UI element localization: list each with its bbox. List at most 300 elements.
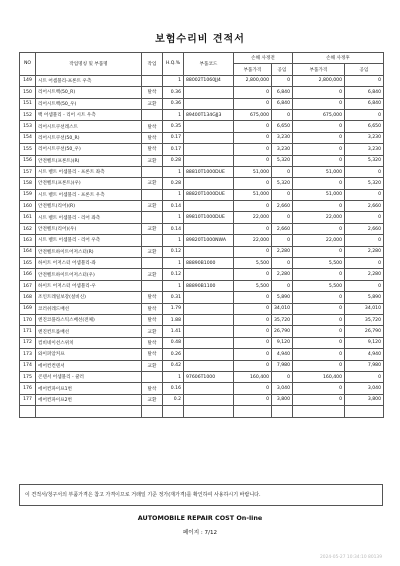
cell-work <box>142 258 163 269</box>
cell-price1: 2,800,000 <box>234 75 272 86</box>
table-row <box>20 371 384 382</box>
cell-code <box>184 201 234 212</box>
table-row <box>20 121 384 132</box>
cell-no: 160 <box>20 201 36 212</box>
cell-name: 백 어셈블리 - 리어 시트 우측 <box>36 109 142 120</box>
cell-code <box>184 98 234 109</box>
cell-hq: 1 <box>163 75 184 86</box>
cell-code: 97606T1000 <box>184 371 234 382</box>
cell-code: 88810T1000DUE <box>184 166 234 177</box>
cell-price2: 0 <box>293 314 345 325</box>
cell-name: 시트 어셈블리-프론트 우측 <box>36 75 142 86</box>
estimate-table <box>19 52 384 418</box>
page-number: 페이지 : 7/12 <box>182 530 218 536</box>
header-before-assessment: 손해 사정전 <box>234 53 293 64</box>
table-row <box>20 109 384 120</box>
cell-labor2: 2,660 <box>345 223 384 234</box>
cell-work <box>142 166 163 177</box>
cell-no: 173 <box>20 349 36 360</box>
header-part-price-before: 부품가격 <box>234 64 272 75</box>
cell-labor1: 0 <box>272 235 293 246</box>
cell-price2: 0 <box>293 155 345 166</box>
cell-no: 153 <box>20 121 36 132</box>
table-row <box>20 406 384 417</box>
cell-name: 리어시트쿠션레스트 <box>36 121 142 132</box>
cell-labor1: 0 <box>272 189 293 200</box>
header-part-price-after: 부품가격 <box>293 64 345 75</box>
cell-hq: 0.35 <box>163 121 184 132</box>
cell-no: 164 <box>20 246 36 257</box>
cell-hq: 0.28 <box>163 178 184 189</box>
cell-labor1: 26,790 <box>272 326 293 337</box>
cell-labor2: 3,040 <box>345 383 384 394</box>
cell-name: 시트 벨트 어셈블리 - 리어 우측 <box>36 235 142 246</box>
cell-work <box>142 212 163 223</box>
cell-work: 탈착 <box>142 337 163 348</box>
cell-labor2: 5,890 <box>345 292 384 303</box>
cell-hq: 0.16 <box>163 383 184 394</box>
table-row <box>20 258 384 269</box>
cell-code: 88002T1060JJ4 <box>184 75 234 86</box>
cell-no: 149 <box>20 75 36 86</box>
table-row <box>20 337 384 348</box>
table-row <box>20 280 384 291</box>
header-no: NO <box>20 53 36 76</box>
cell-price1: 51,000 <box>234 189 272 200</box>
table-row <box>20 87 384 98</box>
table-row <box>20 75 384 86</box>
cell-code: 89400T134GJJ3 <box>184 109 234 120</box>
cell-labor2: 3,800 <box>345 394 384 405</box>
cell-name: 안전벨트(리어)(R) <box>36 201 142 212</box>
cell-labor1: 9,120 <box>272 337 293 348</box>
cell-name: 시트 벨트 어셈블리 - 프론트 우측 <box>36 189 142 200</box>
cell-no: 172 <box>20 337 36 348</box>
cell-hq: 1 <box>163 258 184 269</box>
cell-labor2: 0 <box>345 371 384 382</box>
cell-work: 탈착 <box>142 87 163 98</box>
cell-work: 탈착 <box>142 132 163 143</box>
cell-price2: 0 <box>293 87 345 98</box>
cell-labor1: 3,230 <box>272 144 293 155</box>
cell-price1: 0 <box>234 360 272 371</box>
cell-no: 162 <box>20 223 36 234</box>
cell-price2: 0 <box>293 121 345 132</box>
cell-no: 176 <box>20 383 36 394</box>
cell-labor2 <box>345 406 384 417</box>
table-row <box>20 178 384 189</box>
cell-labor1: 6,650 <box>272 121 293 132</box>
cell-name: 에어컨파이프1번 <box>36 383 142 394</box>
cell-labor2: 6,840 <box>345 98 384 109</box>
cell-code <box>184 155 234 166</box>
cell-hq: 1.79 <box>163 303 184 314</box>
cell-price1: 0 <box>234 314 272 325</box>
cell-price2: 0 <box>293 337 345 348</box>
cell-no: 167 <box>20 280 36 291</box>
cell-no <box>20 406 36 417</box>
cell-labor2: 0 <box>345 258 384 269</box>
cell-labor1: 4,940 <box>272 349 293 360</box>
cell-labor1: 3,800 <box>272 394 293 405</box>
cell-price1: 0 <box>234 292 272 303</box>
cell-name: 엔진코플라스틱스배선(전체) <box>36 314 142 325</box>
cell-labor2: 0 <box>345 75 384 86</box>
cell-code <box>184 132 234 143</box>
table-row <box>20 269 384 280</box>
cell-hq: 0.36 <box>163 87 184 98</box>
cell-hq: 1.88 <box>163 314 184 325</box>
footer-brand: AUTOMOBILE REPAIR COST On-line <box>137 514 263 522</box>
cell-no: 156 <box>20 155 36 166</box>
cell-no: 163 <box>20 235 36 246</box>
cell-price2: 0 <box>293 394 345 405</box>
table-row <box>20 246 384 257</box>
cell-labor1 <box>272 406 293 417</box>
price-notice: 이 견적서/청구서의 부품가격은 참고 가격이므로 거래일 기준 정가(재가격)를 확인하여 사용하시기 바랍니다. <box>19 484 383 506</box>
cell-code <box>184 121 234 132</box>
cell-price1: 0 <box>234 337 272 348</box>
table-row <box>20 292 384 303</box>
cell-price1: 0 <box>234 98 272 109</box>
cell-price2: 0 <box>293 201 345 212</box>
cell-name: 시트 벨트 어셈블리 - 리어 좌측 <box>36 212 142 223</box>
cell-name: 에어컨컨덴서 <box>36 360 142 371</box>
cell-hq: 1 <box>163 189 184 200</box>
cell-name: 조인트레일보강(설비신) <box>36 292 142 303</box>
cell-name: 리어시트백(50_R) <box>36 87 142 98</box>
cell-work: 탈착 <box>142 303 163 314</box>
cell-name: 시트 벨트 어셈블리 - 프론트 좌측 <box>36 166 142 177</box>
cell-labor2: 34,010 <box>345 303 384 314</box>
cell-labor2: 3,230 <box>345 132 384 143</box>
header-item: 작업명칭 및 부품명 <box>36 53 142 76</box>
cell-name: 안전벨트하이트어저스터(R) <box>36 246 142 257</box>
cell-name: 안전벨트하이트어저스터(우) <box>36 269 142 280</box>
table-row <box>20 98 384 109</box>
cell-price1: 0 <box>234 394 272 405</box>
cell-labor2: 35,720 <box>345 314 384 325</box>
header-part-code: 부품코드 <box>184 53 234 76</box>
cell-labor2: 0 <box>345 212 384 223</box>
cell-labor2: 0 <box>345 235 384 246</box>
cell-code <box>184 303 234 314</box>
table-row <box>20 235 384 246</box>
cell-hq: 0.12 <box>163 246 184 257</box>
cell-no: 161 <box>20 212 36 223</box>
cell-name: 하이트 어저스터 어셈블리-좌 <box>36 258 142 269</box>
cell-hq: 0.31 <box>163 292 184 303</box>
cell-no: 155 <box>20 144 36 155</box>
cell-no: 165 <box>20 258 36 269</box>
cell-work: 탈착 <box>142 349 163 360</box>
cell-name: 리어시트백(50_우) <box>36 98 142 109</box>
cell-labor2: 5,320 <box>345 155 384 166</box>
cell-no: 159 <box>20 189 36 200</box>
cell-price1: 0 <box>234 223 272 234</box>
cell-work: 교환 <box>142 223 163 234</box>
cell-labor2: 2,280 <box>345 269 384 280</box>
cell-labor1: 5,320 <box>272 155 293 166</box>
cell-work: 교환 <box>142 155 163 166</box>
cell-price1: 5,500 <box>234 258 272 269</box>
cell-price2: 0 <box>293 246 345 257</box>
cell-labor1: 0 <box>272 212 293 223</box>
cell-price1: 22,000 <box>234 212 272 223</box>
cell-code <box>184 394 234 405</box>
cell-code <box>184 326 234 337</box>
cell-price2: 0 <box>293 303 345 314</box>
cell-name <box>36 406 142 417</box>
cell-price1: 22,000 <box>234 235 272 246</box>
table-row <box>20 303 384 314</box>
cell-work <box>142 235 163 246</box>
cell-price2: 2,800,000 <box>293 75 345 86</box>
cell-no: 171 <box>20 326 36 337</box>
cell-no: 154 <box>20 132 36 143</box>
cell-code <box>184 314 234 325</box>
table-row <box>20 394 384 405</box>
cell-no: 170 <box>20 314 36 325</box>
cell-no: 177 <box>20 394 36 405</box>
table-row <box>20 349 384 360</box>
cell-work: 교환 <box>142 178 163 189</box>
cell-price2: 22,000 <box>293 235 345 246</box>
cell-price1: 0 <box>234 326 272 337</box>
cell-no: 168 <box>20 292 36 303</box>
cell-price2 <box>293 406 345 417</box>
cell-hq: 0.28 <box>163 155 184 166</box>
cell-price1: 0 <box>234 303 272 314</box>
cell-labor1: 7,980 <box>272 360 293 371</box>
cell-price2: 160,400 <box>293 371 345 382</box>
cell-code <box>184 337 234 348</box>
cell-labor1: 6,840 <box>272 98 293 109</box>
cell-labor2: 6,650 <box>345 121 384 132</box>
cell-hq: 0.12 <box>163 269 184 280</box>
cell-labor1: 0 <box>272 109 293 120</box>
cell-price2: 0 <box>293 326 345 337</box>
cell-no: 158 <box>20 178 36 189</box>
cell-work: 교환 <box>142 326 163 337</box>
cell-price1: 0 <box>234 383 272 394</box>
cell-price2: 0 <box>293 178 345 189</box>
cell-name: 리어시트쿠션(50_R) <box>36 132 142 143</box>
cell-price1: 0 <box>234 349 272 360</box>
cell-no: 150 <box>20 87 36 98</box>
cell-price1: 0 <box>234 132 272 143</box>
table-row <box>20 326 384 337</box>
cell-labor1: 2,660 <box>272 223 293 234</box>
cell-labor1: 5,320 <box>272 178 293 189</box>
cell-labor2: 0 <box>345 280 384 291</box>
cell-price2: 51,000 <box>293 189 345 200</box>
cell-work: 탈착 <box>142 383 163 394</box>
cell-price2: 0 <box>293 132 345 143</box>
cell-labor1: 2,280 <box>272 246 293 257</box>
cell-hq <box>163 406 184 417</box>
cell-work <box>142 109 163 120</box>
cell-labor2: 26,790 <box>345 326 384 337</box>
header-hq: H.Q.% <box>163 53 184 76</box>
cell-price1: 160,400 <box>234 371 272 382</box>
document-title: 보험수리비 견적서 <box>155 34 245 45</box>
cell-labor1: 2,280 <box>272 269 293 280</box>
cell-price1: 0 <box>234 178 272 189</box>
cell-price1: 675,000 <box>234 109 272 120</box>
table-row <box>20 201 384 212</box>
cell-code <box>184 292 234 303</box>
cell-code <box>184 349 234 360</box>
cell-price2: 5,500 <box>293 258 345 269</box>
cell-labor2: 0 <box>345 109 384 120</box>
cell-work: 탈착 <box>142 292 163 303</box>
cell-hq: 0.17 <box>163 144 184 155</box>
cell-hq: 1 <box>163 109 184 120</box>
cell-name: 안전벨트(프론트)(우) <box>36 178 142 189</box>
cell-labor2: 9,120 <box>345 337 384 348</box>
cell-work <box>142 75 163 86</box>
cell-code <box>184 360 234 371</box>
cell-name: 컴비네이션스위치 <box>36 337 142 348</box>
cell-price2: 5,500 <box>293 280 345 291</box>
cell-work <box>142 189 163 200</box>
cell-code <box>184 406 234 417</box>
cell-name: 리어시트쿠션(50_우) <box>36 144 142 155</box>
table-row <box>20 223 384 234</box>
cell-labor2: 0 <box>345 166 384 177</box>
cell-labor1: 0 <box>272 166 293 177</box>
cell-code <box>184 87 234 98</box>
cell-code <box>184 246 234 257</box>
cell-labor2: 2,660 <box>345 201 384 212</box>
cell-hq: 0.26 <box>163 349 184 360</box>
cell-hq: 1 <box>163 235 184 246</box>
cell-hq: 0.48 <box>163 337 184 348</box>
cell-work: 탈착 <box>142 144 163 155</box>
cell-name: 엔진컨트롤배선 <box>36 326 142 337</box>
cell-hq: 0.36 <box>163 98 184 109</box>
cell-labor1: 0 <box>272 280 293 291</box>
cell-no: 151 <box>20 98 36 109</box>
cell-name: 안전벨트(리어)(우) <box>36 223 142 234</box>
cell-code: 89810T1000DUE <box>184 212 234 223</box>
cell-code: 89820T1000NWA <box>184 235 234 246</box>
cell-hq: 0.14 <box>163 223 184 234</box>
cell-price2: 0 <box>293 383 345 394</box>
cell-code <box>184 223 234 234</box>
cell-labor1: 3,040 <box>272 383 293 394</box>
table-row <box>20 155 384 166</box>
cell-labor2: 4,940 <box>345 349 384 360</box>
cell-price1 <box>234 406 272 417</box>
cell-hq: 1 <box>163 371 184 382</box>
cell-labor1: 6,840 <box>272 87 293 98</box>
cell-price1: 0 <box>234 87 272 98</box>
cell-hq: 1 <box>163 280 184 291</box>
cell-work <box>142 371 163 382</box>
table-row <box>20 314 384 325</box>
cell-code <box>184 144 234 155</box>
cell-price1: 5,500 <box>234 280 272 291</box>
cell-price2: 0 <box>293 223 345 234</box>
cell-hq: 1 <box>163 212 184 223</box>
cell-code <box>184 269 234 280</box>
cell-price2: 675,000 <box>293 109 345 120</box>
table-row <box>20 144 384 155</box>
cell-labor1: 0 <box>272 371 293 382</box>
cell-hq: 0.17 <box>163 132 184 143</box>
header-after-assessment: 손해 사정후 <box>293 53 384 64</box>
cell-work: 교환 <box>142 394 163 405</box>
print-timestamp: 2024-05-27 10:34:10 80139 <box>320 555 382 560</box>
cell-labor2: 6,840 <box>345 87 384 98</box>
table-row <box>20 212 384 223</box>
cell-work: 교환 <box>142 98 163 109</box>
table-row <box>20 132 384 143</box>
cell-no: 157 <box>20 166 36 177</box>
cell-price1: 0 <box>234 155 272 166</box>
cell-work: 교환 <box>142 360 163 371</box>
cell-price2: 22,000 <box>293 212 345 223</box>
cell-no: 175 <box>20 371 36 382</box>
cell-work: 교환 <box>142 269 163 280</box>
header-work: 작업 <box>142 53 163 76</box>
cell-labor1: 3,230 <box>272 132 293 143</box>
cell-no: 166 <box>20 269 36 280</box>
cell-no: 174 <box>20 360 36 371</box>
cell-code <box>184 383 234 394</box>
cell-price2: 0 <box>293 98 345 109</box>
cell-hq: 1.41 <box>163 326 184 337</box>
cell-work: 탈착 <box>142 121 163 132</box>
cell-labor2: 3,230 <box>345 144 384 155</box>
table-row <box>20 383 384 394</box>
cell-labor2: 2,280 <box>345 246 384 257</box>
cell-labor2: 0 <box>345 189 384 200</box>
cell-price2: 0 <box>293 292 345 303</box>
cell-work: 교환 <box>142 246 163 257</box>
cell-price1: 0 <box>234 246 272 257</box>
cell-hq: 0.42 <box>163 360 184 371</box>
cell-price1: 0 <box>234 121 272 132</box>
cell-price2: 0 <box>293 144 345 155</box>
cell-price1: 0 <box>234 201 272 212</box>
cell-labor1: 5,890 <box>272 292 293 303</box>
cell-no: 169 <box>20 303 36 314</box>
cell-labor2: 7,980 <box>345 360 384 371</box>
cell-price1: 51,000 <box>234 166 272 177</box>
cell-price2: 0 <box>293 349 345 360</box>
cell-code: 88890B1000 <box>184 258 234 269</box>
cell-hq: 1 <box>163 166 184 177</box>
table-row <box>20 189 384 200</box>
cell-code: 88820T1000DUE <box>184 189 234 200</box>
cell-name: 콘덴서 어셈블리 - 쿨러 <box>36 371 142 382</box>
cell-price1: 0 <box>234 144 272 155</box>
cell-hq: 0.2 <box>163 394 184 405</box>
cell-price1: 0 <box>234 269 272 280</box>
cell-labor1: 0 <box>272 75 293 86</box>
cell-work: 탈착 <box>142 314 163 325</box>
cell-name: 에어컨파이프2번 <box>36 394 142 405</box>
cell-labor1: 2,660 <box>272 201 293 212</box>
cell-labor2: 5,320 <box>345 178 384 189</box>
cell-work <box>142 406 163 417</box>
cell-labor1: 0 <box>272 258 293 269</box>
cell-name: 와이퍼암커프 <box>36 349 142 360</box>
cell-code <box>184 178 234 189</box>
